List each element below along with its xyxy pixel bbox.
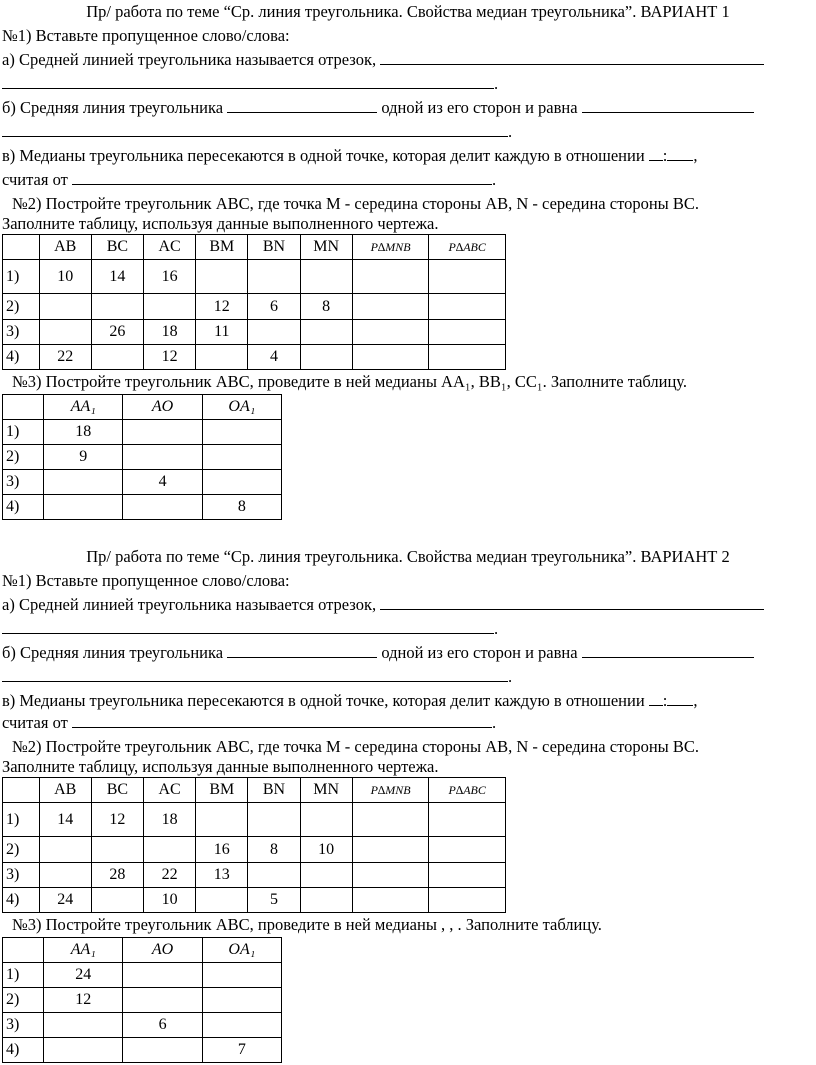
table-cell[interactable] bbox=[429, 294, 506, 320]
variant2-task2-subheading: Заполните таблицу, используя данные выполненного чертежа. bbox=[2, 757, 439, 776]
row-number: 4) bbox=[3, 495, 44, 520]
table-cell[interactable]: 8 bbox=[202, 495, 281, 520]
table-cell[interactable] bbox=[300, 863, 352, 888]
header-cell: AC bbox=[144, 778, 196, 803]
table-cell[interactable]: 5 bbox=[248, 888, 300, 913]
table-cell[interactable] bbox=[39, 320, 91, 345]
table-cell[interactable] bbox=[196, 888, 248, 913]
table-cell[interactable] bbox=[144, 837, 196, 863]
table-cell[interactable] bbox=[123, 963, 202, 988]
answer-blank[interactable] bbox=[667, 146, 693, 161]
item-a-text: а) Средней линией треугольника называется отрезок, bbox=[2, 50, 377, 69]
table-cell[interactable]: 18 bbox=[144, 320, 196, 345]
table-cell[interactable]: 10 bbox=[144, 888, 196, 913]
variant1-item-c: в) Медианы треугольника пересекаются в одной точке, которая делит каждую в отношении : , bbox=[2, 146, 698, 165]
variant2-item-b bbox=[2, 643, 754, 663]
table-cell[interactable] bbox=[429, 345, 506, 370]
table-cell[interactable]: 26 bbox=[91, 320, 143, 345]
variant1-item-b bbox=[2, 98, 754, 118]
table-cell[interactable] bbox=[429, 888, 506, 913]
header-cell: AO bbox=[123, 395, 202, 420]
table-cell[interactable]: 16 bbox=[196, 837, 248, 863]
table-cell[interactable] bbox=[300, 320, 352, 345]
table-cell[interactable] bbox=[352, 260, 429, 294]
table-cell[interactable] bbox=[91, 888, 143, 913]
answer-blank[interactable] bbox=[227, 98, 377, 113]
header-cell: P∆ABC bbox=[429, 235, 506, 260]
table-cell[interactable]: 4 bbox=[123, 470, 202, 495]
variant1-task2-subheading: Заполните таблицу, используя данные выполненного чертежа. bbox=[2, 214, 439, 233]
variant2-table-midline bbox=[2, 777, 506, 913]
table-row bbox=[3, 320, 506, 345]
table-cell[interactable] bbox=[352, 863, 429, 888]
item-c-text: в) Медианы треугольника пересекаются в одной точке, которая делит каждую в отношении bbox=[2, 146, 645, 165]
table-cell[interactable]: 12 bbox=[91, 803, 143, 837]
row-number: 3) bbox=[3, 863, 40, 888]
variant2-item-b-cont: . bbox=[2, 667, 512, 687]
row-number: 4) bbox=[3, 1038, 44, 1063]
table-cell[interactable] bbox=[429, 260, 506, 294]
answer-blank[interactable] bbox=[72, 713, 492, 728]
item-a-text: а) Средней линией треугольника называется отрезок, bbox=[2, 595, 377, 614]
table-cell[interactable]: 18 bbox=[44, 420, 123, 445]
table-row bbox=[3, 445, 282, 470]
table-row bbox=[3, 1038, 282, 1063]
row-number: 1) bbox=[3, 420, 44, 445]
variant1-item-a bbox=[2, 50, 764, 70]
table-cell[interactable] bbox=[123, 1038, 202, 1063]
variant2-table-medians bbox=[2, 937, 282, 1063]
table-cell[interactable]: 13 bbox=[196, 863, 248, 888]
table-cell[interactable]: 12 bbox=[44, 988, 123, 1013]
answer-blank[interactable] bbox=[582, 643, 754, 658]
table-cell[interactable] bbox=[91, 345, 143, 370]
item-c-text-2: считая от bbox=[2, 170, 68, 189]
table-header-row bbox=[3, 395, 282, 420]
table-cell[interactable] bbox=[352, 320, 429, 345]
table-cell[interactable]: 7 bbox=[202, 1038, 281, 1063]
variant2-item-a bbox=[2, 595, 764, 615]
answer-blank[interactable] bbox=[649, 146, 663, 161]
table-cell[interactable] bbox=[429, 837, 506, 863]
variant2-item-c: в) Медианы треугольника пересекаются в одной точке, которая делит каждую в отношении : , bbox=[2, 691, 698, 710]
table-row bbox=[3, 345, 506, 370]
table-cell[interactable] bbox=[39, 294, 91, 320]
table-cell[interactable] bbox=[39, 837, 91, 863]
header-cell: AB bbox=[39, 235, 91, 260]
table-cell[interactable] bbox=[123, 988, 202, 1013]
table-row bbox=[3, 495, 282, 520]
table-cell[interactable] bbox=[202, 1013, 281, 1038]
variant2-task3-heading: №3) Постройте треугольник ABC, проведите в ней медианы , , . Заполните таблицу. bbox=[12, 915, 602, 934]
row-number: 2) bbox=[3, 837, 40, 863]
header-cell: OA₁ bbox=[202, 395, 281, 420]
table-cell[interactable]: 10 bbox=[39, 260, 91, 294]
table-cell[interactable] bbox=[429, 320, 506, 345]
table-cell[interactable] bbox=[429, 803, 506, 837]
item-b-text-2: одной из его сторон и равна bbox=[381, 643, 578, 662]
table-row bbox=[3, 863, 506, 888]
variant2-task2-heading: №2) Постройте треугольник ABC, где точка M - середина стороны AB, N - середина стороны BC. bbox=[12, 737, 699, 756]
answer-blank[interactable] bbox=[667, 691, 693, 706]
table-cell[interactable]: 12 bbox=[144, 345, 196, 370]
table-cell[interactable]: 9 bbox=[44, 445, 123, 470]
table-row bbox=[3, 260, 506, 294]
row-number: 2) bbox=[3, 294, 40, 320]
table-cell[interactable] bbox=[429, 863, 506, 888]
table-cell[interactable] bbox=[300, 803, 352, 837]
header-cell: BM bbox=[196, 778, 248, 803]
variant1-task1-heading: №1) Вставьте пропущенное слово/слова: bbox=[2, 26, 290, 45]
table-row bbox=[3, 420, 282, 445]
header-cell: BN bbox=[248, 235, 300, 260]
table-cell[interactable]: 10 bbox=[300, 837, 352, 863]
header-cell: BC bbox=[91, 778, 143, 803]
row-number: 4) bbox=[3, 888, 40, 913]
variant2-task1-heading: №1) Вставьте пропущенное слово/слова: bbox=[2, 571, 290, 590]
variant2-item-a-cont: . bbox=[2, 619, 498, 639]
variant1-task3-heading: №3) Постройте треугольник ABC, проведите в ней медианы AA₁, BB₁, CC₁. Заполните таблицу. bbox=[12, 372, 688, 391]
table-cell[interactable]: 14 bbox=[39, 803, 91, 837]
row-number: 2) bbox=[3, 988, 44, 1013]
row-number: 4) bbox=[3, 345, 40, 370]
table-cell[interactable] bbox=[44, 470, 123, 495]
header-cell: BM bbox=[196, 235, 248, 260]
table-cell[interactable]: 11 bbox=[196, 320, 248, 345]
header-cell bbox=[3, 938, 44, 963]
table-cell[interactable] bbox=[123, 445, 202, 470]
table-row bbox=[3, 963, 282, 988]
table-cell[interactable] bbox=[202, 470, 281, 495]
table-cell[interactable] bbox=[352, 294, 429, 320]
table-cell[interactable] bbox=[300, 260, 352, 294]
variant1-item-c-cont: считая от . bbox=[2, 170, 497, 189]
header-cell: P∆MNB bbox=[352, 778, 429, 803]
variant1-item-b-cont: . bbox=[2, 122, 512, 142]
item-b-text: б) Средняя линия треугольника bbox=[2, 98, 224, 117]
row-number: 1) bbox=[3, 260, 40, 294]
table-cell[interactable] bbox=[352, 803, 429, 837]
header-cell: AC bbox=[144, 235, 196, 260]
table-cell[interactable] bbox=[352, 837, 429, 863]
header-cell: MN bbox=[300, 778, 352, 803]
item-b-text-2: одной из его сторон и равна bbox=[381, 98, 578, 117]
table-cell[interactable] bbox=[352, 888, 429, 913]
header-cell: P∆MNB bbox=[352, 235, 429, 260]
table-cell[interactable]: 22 bbox=[39, 345, 91, 370]
table-row bbox=[3, 803, 506, 837]
variant1-title: Пр/ работа по теме “Ср. линия треугольника. Свойства медиан треугольника”. ВАРИАНТ 1 bbox=[86, 2, 730, 21]
row-number: 1) bbox=[3, 803, 40, 837]
table-cell[interactable] bbox=[202, 988, 281, 1013]
table-cell[interactable] bbox=[300, 345, 352, 370]
table-cell[interactable] bbox=[196, 260, 248, 294]
row-number: 3) bbox=[3, 470, 44, 495]
header-cell: BC bbox=[91, 235, 143, 260]
row-number: 3) bbox=[3, 320, 40, 345]
answer-blank[interactable] bbox=[582, 98, 754, 113]
header-cell: AB bbox=[39, 778, 91, 803]
table-cell[interactable] bbox=[91, 294, 143, 320]
table-header-row bbox=[3, 778, 506, 803]
answer-blank[interactable] bbox=[380, 595, 764, 610]
table-cell[interactable] bbox=[248, 863, 300, 888]
answer-blank[interactable] bbox=[2, 619, 494, 634]
variant1-task2-heading: №2) Постройте треугольник ABC, где точка M - середина стороны AB, N - середина стороны BC. bbox=[12, 194, 699, 213]
table-cell[interactable] bbox=[248, 320, 300, 345]
variant1-item-a-cont: . bbox=[2, 74, 498, 94]
table-cell[interactable]: 24 bbox=[39, 888, 91, 913]
header-cell: AA₁ bbox=[44, 395, 123, 420]
table-header-row bbox=[3, 938, 282, 963]
header-cell: MN bbox=[300, 235, 352, 260]
table-cell[interactable]: 14 bbox=[91, 260, 143, 294]
variant2-item-c-cont: считая от . bbox=[2, 713, 497, 732]
table-cell[interactable]: 4 bbox=[248, 345, 300, 370]
table-cell[interactable]: 12 bbox=[196, 294, 248, 320]
table-row bbox=[3, 888, 506, 913]
header-cell: P∆ABC bbox=[429, 778, 506, 803]
table-cell[interactable] bbox=[248, 803, 300, 837]
header-cell: AO bbox=[123, 938, 202, 963]
table-cell[interactable]: 18 bbox=[144, 803, 196, 837]
table-row bbox=[3, 837, 506, 863]
table-row bbox=[3, 294, 506, 320]
table-cell[interactable] bbox=[91, 837, 143, 863]
table-cell[interactable]: 6 bbox=[123, 1013, 202, 1038]
row-number: 1) bbox=[3, 963, 44, 988]
row-number: 3) bbox=[3, 1013, 44, 1038]
header-cell bbox=[3, 778, 40, 803]
variant2-title: Пр/ работа по теме “Ср. линия треугольника. Свойства медиан треугольника”. ВАРИАНТ 2 bbox=[86, 547, 730, 566]
table-cell[interactable]: 28 bbox=[91, 863, 143, 888]
row-number: 2) bbox=[3, 445, 44, 470]
answer-blank[interactable] bbox=[649, 691, 663, 706]
answer-blank[interactable] bbox=[2, 122, 508, 137]
header-cell bbox=[3, 235, 40, 260]
table-cell[interactable] bbox=[39, 863, 91, 888]
header-cell: AA₁ bbox=[44, 938, 123, 963]
table-cell[interactable]: 16 bbox=[144, 260, 196, 294]
table-cell[interactable] bbox=[202, 445, 281, 470]
table-cell[interactable]: 8 bbox=[300, 294, 352, 320]
item-c-text: в) Медианы треугольника пересекаются в одной точке, которая делит каждую в отношении bbox=[2, 691, 645, 710]
table-row bbox=[3, 470, 282, 495]
table-cell[interactable] bbox=[44, 1013, 123, 1038]
table-cell[interactable]: 8 bbox=[248, 837, 300, 863]
table-cell[interactable] bbox=[123, 420, 202, 445]
variant1-table-midline bbox=[2, 234, 506, 370]
header-cell: OA₁ bbox=[202, 938, 281, 963]
table-cell[interactable] bbox=[144, 294, 196, 320]
table-cell[interactable] bbox=[44, 495, 123, 520]
answer-blank[interactable] bbox=[2, 74, 494, 89]
table-cell[interactable] bbox=[202, 420, 281, 445]
table-cell[interactable] bbox=[248, 260, 300, 294]
table-cell[interactable] bbox=[352, 345, 429, 370]
table-cell[interactable]: 22 bbox=[144, 863, 196, 888]
header-cell bbox=[3, 395, 44, 420]
table-cell[interactable] bbox=[123, 495, 202, 520]
table-cell[interactable] bbox=[196, 345, 248, 370]
table-row bbox=[3, 1013, 282, 1038]
header-cell: BN bbox=[248, 778, 300, 803]
table-row bbox=[3, 988, 282, 1013]
table-cell[interactable] bbox=[300, 888, 352, 913]
item-c-text-2: считая от bbox=[2, 713, 68, 732]
answer-blank[interactable] bbox=[72, 170, 492, 185]
variant1-table-medians bbox=[2, 394, 282, 520]
table-cell[interactable] bbox=[202, 963, 281, 988]
table-header-row bbox=[3, 235, 506, 260]
table-cell[interactable]: 6 bbox=[248, 294, 300, 320]
table-cell[interactable] bbox=[196, 803, 248, 837]
item-b-text: б) Средняя линия треугольника bbox=[2, 643, 224, 662]
answer-blank[interactable] bbox=[227, 643, 377, 658]
table-cell[interactable] bbox=[44, 1038, 123, 1063]
table-cell[interactable]: 24 bbox=[44, 963, 123, 988]
answer-blank[interactable] bbox=[2, 667, 508, 682]
answer-blank[interactable] bbox=[380, 50, 764, 65]
